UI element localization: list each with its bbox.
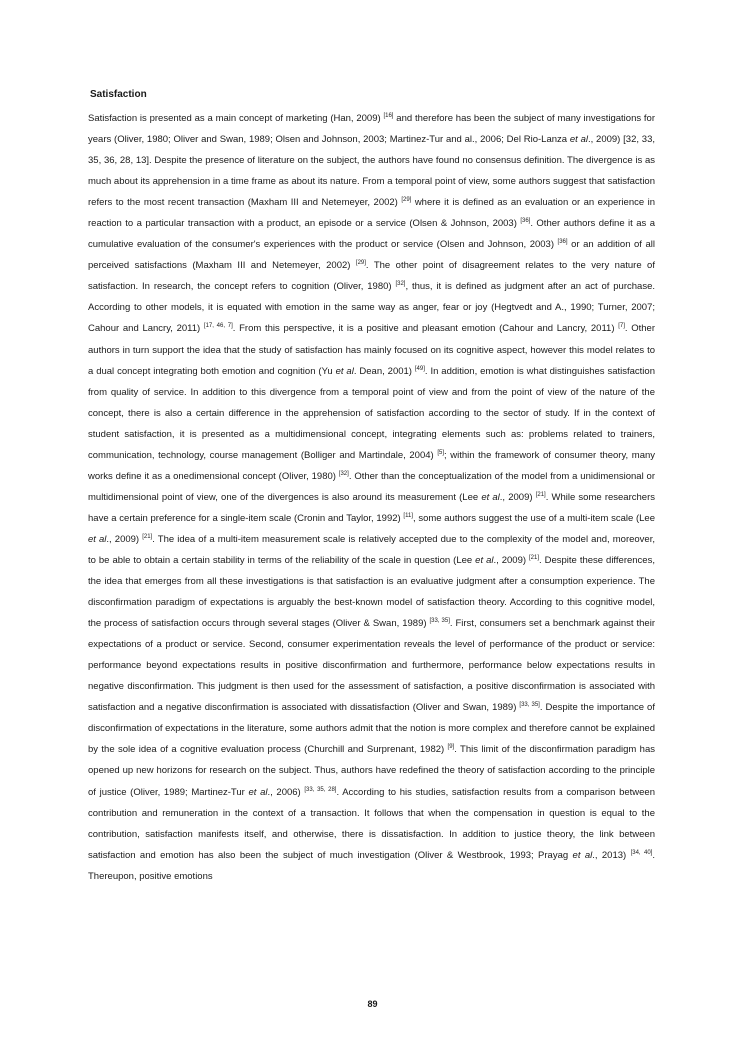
text-run: , thus, it is defined as judgment after an act of purchase. According to other models, it is equated with emotion in the same way as anger, fear or joy (Hegtvedt and A., 1990; Turner, 2007; Cahour and Lancry, 2011) bbox=[88, 281, 655, 335]
text-run: . The other point of disagreement relates to the very nature of satisfaction. In research, the concept refers to cognition (Oliver, 1980) bbox=[88, 260, 655, 293]
body-paragraph bbox=[88, 108, 655, 887]
text-run: . Despite these differences, the idea that emerges from all these investigations is that satisfaction is an evaluative judgment after a consumption experience. The disconfirmation paradigm of expectations is arguably the best-known model of satisfaction theory. According to this cognitive model, the process of satisfaction occurs through several stages (Oliver & Swan, 1989) bbox=[88, 554, 655, 630]
citation-superscript: [32] bbox=[395, 281, 406, 288]
text-run: . First, consumers set a benchmark against their expectations of a product or service. Second, consumer experimentation reveals the level of performance of the product or service: performance beyond expectations results in positive disconfirmation and furthermore, performance below expectations results in negative disconfirmation. This judgment is then used for the assessment of satisfaction, a positive disconfirmation is associated with satisfaction and a negative disconfirmation is associated with dissatisfaction (Oliver and Swan, 1989) bbox=[88, 618, 655, 714]
text-run: ., 2006) bbox=[267, 786, 305, 798]
text-run: . Other authors define it as a cumulative evaluation of the consumer's experiences with the product or service (Olsen and Johnson, 2003) bbox=[88, 218, 656, 251]
citation-superscript: [5] bbox=[437, 449, 444, 456]
italic-text-run: et al bbox=[335, 365, 354, 377]
text-run: ., 2009) bbox=[106, 533, 143, 545]
text-run: ., 2009) [32, 33, 35, 36, 28, 13]. Despite the presence of literature on the subject, the authors have found no consensus definition. The divergence is as much about its apprehension in a time frame as about its nature. From a temporal point of view, some authors suggest that satisfaction refers to the most recent transaction (Maxham III and Netemeyer, 2002) bbox=[88, 134, 655, 209]
text-run: . This limit of the disconfirmation paradigm has opened up new horizons for research on the subject. Thus, authors have redefined the theory of satisfaction according to the principle of justice (Oliver, 1989; Martinez-Tur bbox=[88, 744, 655, 798]
text-run: . While some researchers have a certain preference for a single-item scale (Cronin and Taylor, 1992) bbox=[88, 491, 655, 524]
citation-superscript: [17, 46, 7] bbox=[203, 323, 233, 330]
italic-text-run: et al bbox=[88, 533, 107, 545]
text-run: . From this perspective, it is a positive and pleasant emotion (Cahour and Lancry, 2011) bbox=[232, 323, 619, 335]
citation-superscript: [33, 35] bbox=[519, 702, 540, 709]
text-run: . In addition, emotion is what distinguishes satisfaction from quality of service. In addition to this divergence from a temporal point of view and from the point of view of the nature of the concept, there is also a certain difference in the apprehension of satisfaction according to the sector of study. If in the context of student satisfaction, it is presented as a multidimensional concept, integrating elements such as: problems related to trainers, communication, technology, course management (Bolliger and Martindale, 2004) bbox=[88, 365, 655, 461]
citation-superscript: [36] bbox=[557, 239, 568, 246]
citation-superscript: [49] bbox=[414, 365, 425, 372]
text-run: . The idea of a multi-item measurement scale is relatively accepted due to the complexity of the model and, moreover, to be able to obtain a certain stability in terms of the reliability of the scale in question (Lee bbox=[88, 533, 655, 566]
citation-superscript: [9] bbox=[447, 744, 455, 751]
citation-superscript: [29] bbox=[355, 260, 366, 267]
citation-superscript: [33, 35, 28] bbox=[304, 786, 337, 793]
text-run: and therefore has been the subject of many investigations for years (Oliver, 1980; Oliver and Swan, 1989; Olsen and Johnson, 2003; Martinez-Tur and al., 2006; Del Rio-Lanza bbox=[88, 113, 655, 146]
text-run: where it is defined as an evaluation or an experience in reaction to a particular transaction with a product, an episode or a service (Olsen & Johnson, 2003) bbox=[88, 197, 656, 230]
section-heading: Satisfaction bbox=[90, 89, 147, 100]
text-run: ., 2009) bbox=[493, 554, 529, 566]
page-number: 89 bbox=[367, 999, 378, 1009]
citation-superscript: [32] bbox=[338, 470, 349, 477]
citation-superscript: [29] bbox=[401, 197, 412, 204]
text-run: ., 2009) bbox=[499, 491, 536, 503]
text-run: ; within the framework of consumer theory, many works define it as a onedimensional concept (Oliver, 1980) bbox=[88, 449, 656, 482]
text-run: . Thereupon, positive emotions bbox=[88, 849, 655, 882]
citation-superscript: [21] bbox=[529, 554, 540, 561]
italic-text-run: et al bbox=[569, 134, 588, 146]
italic-text-run: et al bbox=[248, 786, 268, 798]
text-run: ., 2013) bbox=[592, 849, 631, 861]
text-run: . Other than the conceptualization of the model from a unidimensional or multidimensional point of view, one of the divergences is also around its measurement (Lee bbox=[88, 470, 655, 503]
citation-superscript: [11] bbox=[403, 512, 413, 519]
text-run: , some authors suggest the use of a multi-item scale (Lee bbox=[412, 512, 655, 524]
citation-superscript: [36] bbox=[520, 218, 531, 225]
text-run: . Despite the importance of disconfirmation of expectations in the literature, some authors admit that the notion is more complex and therefore cannot be explained by the sole idea of a cognitive evaluation process (Churchill and Surprenant, 1982) bbox=[88, 702, 655, 756]
citation-superscript: [7] bbox=[618, 323, 625, 330]
text-run: Satisfaction is presented as a main concept of marketing (Han, 2009) bbox=[88, 113, 384, 124]
italic-text-run: et al bbox=[475, 554, 494, 566]
italic-text-run: et al bbox=[481, 491, 500, 503]
text-run: . Other authors in turn support the idea that the study of satisfaction has mainly focused on its cognitive aspect, however this model relates to a dual concept integrating both emotion and cognition (Yu bbox=[88, 323, 656, 377]
citation-superscript: [33, 35] bbox=[429, 617, 450, 624]
citation-superscript: [16] bbox=[383, 112, 394, 119]
citation-superscript: [21] bbox=[142, 533, 153, 540]
text-run: . Dean, 2001) bbox=[353, 365, 415, 377]
italic-text-run: et al bbox=[572, 849, 593, 861]
text-run: . According to his studies, satisfaction results from a comparison between contribution and remuneration in the context of a transaction. It follows that when the compensation in question is equal to the contribution, satisfaction manifests itself, and otherwise, there is dissatisfaction. In addition to justice theory, the link between satisfaction and emotion has also been the subject of much investigation (Oliver & Westbrook, 1993; Prayag bbox=[88, 786, 656, 861]
citation-superscript: [21] bbox=[535, 491, 546, 498]
text-run: or an addition of all perceived satisfactions (Maxham III and Netemeyer, 2002) bbox=[88, 239, 655, 272]
citation-superscript: [34, 40] bbox=[630, 849, 653, 856]
